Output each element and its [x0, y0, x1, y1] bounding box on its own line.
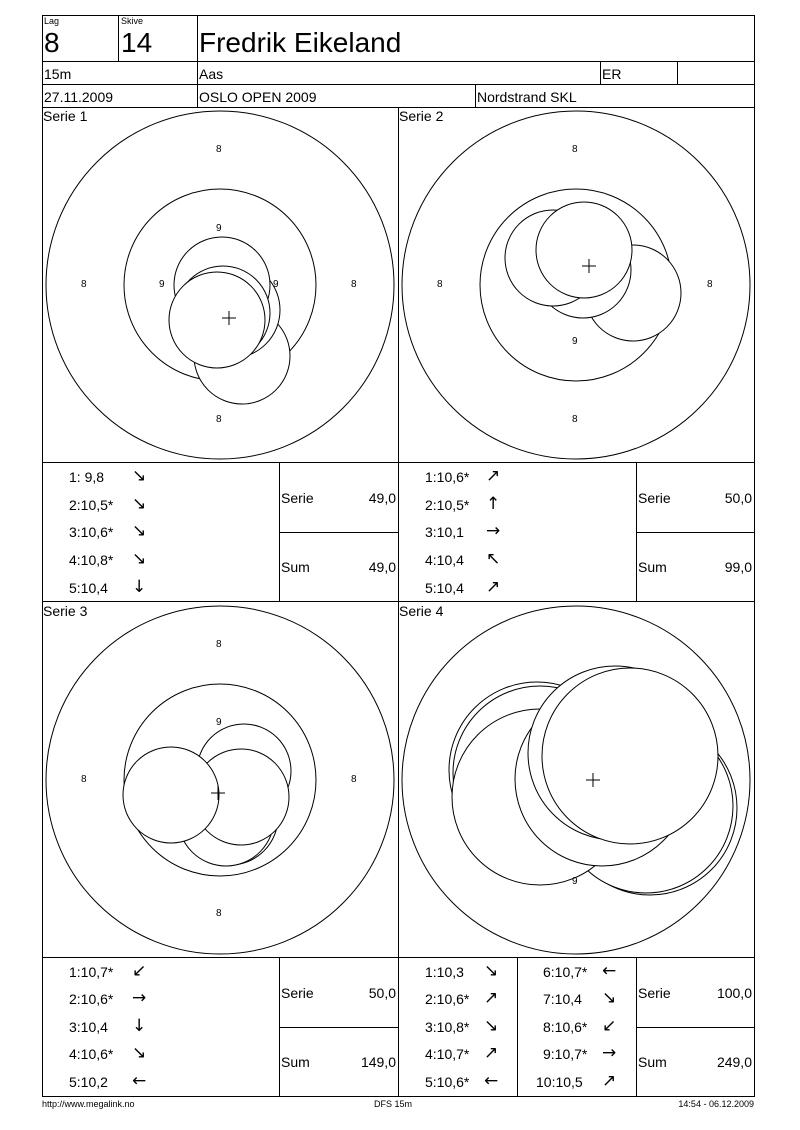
shot-arrow-icon: ↘ — [132, 494, 147, 514]
lag-label: Lag — [44, 16, 60, 26]
ring-label: 9 — [572, 336, 578, 347]
shot-arrow-icon: ↙ — [602, 1016, 617, 1036]
shot-value: 7:10,4 — [543, 991, 582, 1007]
ring-label: 9 — [216, 223, 222, 234]
shot-arrow-icon: → — [486, 521, 501, 541]
shot-value: 9:10,7* — [543, 1046, 588, 1062]
shot-value: 5:10,4 — [425, 580, 464, 596]
shot-value: 4:10,6* — [69, 1046, 114, 1062]
shot-value: 3:10,4 — [69, 1019, 108, 1035]
shot-arrow-icon: ↗ — [602, 1071, 617, 1091]
footer-timestamp: 14:54 - 06.12.2009 — [678, 1099, 754, 1109]
sum-score: 249,0 — [716, 1054, 752, 1070]
shot-arrow-icon: ↘ — [602, 988, 617, 1008]
shot-value: 5:10,6* — [425, 1074, 470, 1090]
shot-arrow-icon: ↗ — [484, 988, 499, 1008]
shot-arrow-icon: ← — [602, 961, 617, 981]
serie-label: Serie — [638, 490, 671, 506]
ring-label: 8 — [216, 639, 222, 650]
serie-score: 100,0 — [716, 985, 752, 1001]
shot-value: 5:10,4 — [69, 580, 108, 596]
shot-value: 4:10,7* — [425, 1046, 470, 1062]
ring-label: 8 — [707, 279, 713, 290]
event: OSLO OPEN 2009 — [199, 89, 317, 105]
ring-label: 9 — [216, 717, 222, 728]
sum-label: Sum — [638, 1054, 667, 1070]
serie-4-title: Serie 4 — [399, 603, 444, 619]
date: 27.11.2009 — [44, 89, 114, 105]
serie-2-shot — [536, 202, 632, 298]
shot-arrow-icon: ↘ — [132, 549, 147, 569]
serie-score: 49,0 — [368, 490, 396, 506]
shot-value: 4:10,4 — [425, 552, 464, 568]
sum-label: Sum — [281, 559, 310, 575]
shooter-name: Fredrik Eikeland — [199, 27, 402, 58]
ring-label: 8 — [216, 908, 222, 919]
shot-arrow-icon: ↘ — [132, 521, 147, 541]
shot-arrow-icon: → — [132, 988, 147, 1008]
shot-arrow-icon: ↗ — [484, 1043, 499, 1063]
serie-score: 50,0 — [724, 490, 752, 506]
shot-value: 1:10,6* — [425, 469, 470, 485]
ring-label: 8 — [351, 279, 357, 290]
sum-label: Sum — [638, 559, 667, 575]
serie-label: Serie — [281, 490, 314, 506]
shot-value: 2:10,5* — [425, 497, 470, 513]
shot-value: 10:10,5 — [536, 1074, 583, 1090]
ring-label: 9 — [273, 279, 279, 290]
shot-value: 3:10,1 — [425, 524, 464, 540]
shot-value: 8:10,6* — [543, 1019, 588, 1035]
shot-value: 2:10,6* — [425, 991, 470, 1007]
class: ER — [602, 66, 622, 82]
shot-value: 6:10,7* — [543, 964, 588, 980]
ring-label: 8 — [572, 414, 578, 425]
shot-arrow-icon: ↓ — [132, 1016, 147, 1036]
shot-value: 3:10,8* — [425, 1019, 470, 1035]
serie-label: Serie — [281, 985, 314, 1001]
shot-arrow-icon: ← — [484, 1071, 499, 1091]
ring-label: 8 — [351, 774, 357, 785]
club: Aas — [199, 66, 224, 82]
footer-url[interactable]: http://www.megalink.no — [42, 1099, 135, 1109]
sum-score: 99,0 — [724, 559, 752, 575]
shot-arrow-icon: ↘ — [484, 961, 499, 981]
ring-label: 8 — [216, 414, 222, 425]
shot-arrow-icon: ↘ — [132, 1043, 147, 1063]
serie-1-shot — [169, 272, 265, 368]
shot-arrow-icon: ↖ — [486, 549, 501, 569]
ring-label: 8 — [572, 144, 578, 155]
serie-score: 50,0 — [368, 985, 396, 1001]
ring-label: 8 — [216, 144, 222, 155]
shot-arrow-icon: → — [602, 1043, 617, 1063]
serie-1-title: Serie 1 — [43, 108, 88, 124]
shot-arrow-icon: ↑ — [486, 494, 501, 514]
shot-arrow-icon: ↗ — [486, 577, 501, 597]
venue: Nordstrand SKL — [477, 89, 577, 105]
shot-arrow-icon: ↓ — [132, 577, 147, 597]
shot-value: 2:10,6* — [69, 991, 114, 1007]
sum-score: 49,0 — [368, 559, 396, 575]
serie-3-title: Serie 3 — [43, 603, 88, 619]
serie-label: Serie — [638, 985, 671, 1001]
skive-label: Skive — [121, 16, 144, 26]
ring-label: 8 — [81, 774, 87, 785]
serie-4-shot — [542, 668, 718, 844]
shot-value: 1:10,3 — [425, 964, 464, 980]
serie-3-shot — [123, 747, 219, 843]
shot-value: 1:10,7* — [69, 964, 114, 980]
ring-label: 8 — [437, 279, 443, 290]
shot-value: 2:10,5* — [69, 497, 114, 513]
sum-score: 149,0 — [360, 1054, 396, 1070]
shot-value: 5:10,2 — [69, 1074, 108, 1090]
sum-label: Sum — [281, 1054, 310, 1070]
shot-arrow-icon: ← — [132, 1071, 147, 1091]
skive-number: 14 — [121, 27, 153, 58]
shot-arrow-icon: ↗ — [486, 466, 501, 486]
shot-arrow-icon: ↘ — [484, 1016, 499, 1036]
serie-2-title: Serie 2 — [399, 108, 444, 124]
distance: 15m — [44, 66, 72, 82]
footer-program: DFS 15m — [374, 1099, 413, 1109]
ring-label: 9 — [159, 279, 165, 290]
shot-value: 3:10,6* — [69, 524, 114, 540]
ring-label: 9 — [572, 876, 578, 887]
shot-value: 1: 9,8 — [69, 469, 105, 485]
ring-label: 8 — [81, 279, 87, 290]
shot-arrow-icon: ↙ — [132, 961, 147, 981]
shot-value: 4:10,8* — [69, 552, 114, 568]
shot-arrow-icon: ↘ — [132, 466, 147, 486]
lag-number: 8 — [44, 27, 60, 58]
